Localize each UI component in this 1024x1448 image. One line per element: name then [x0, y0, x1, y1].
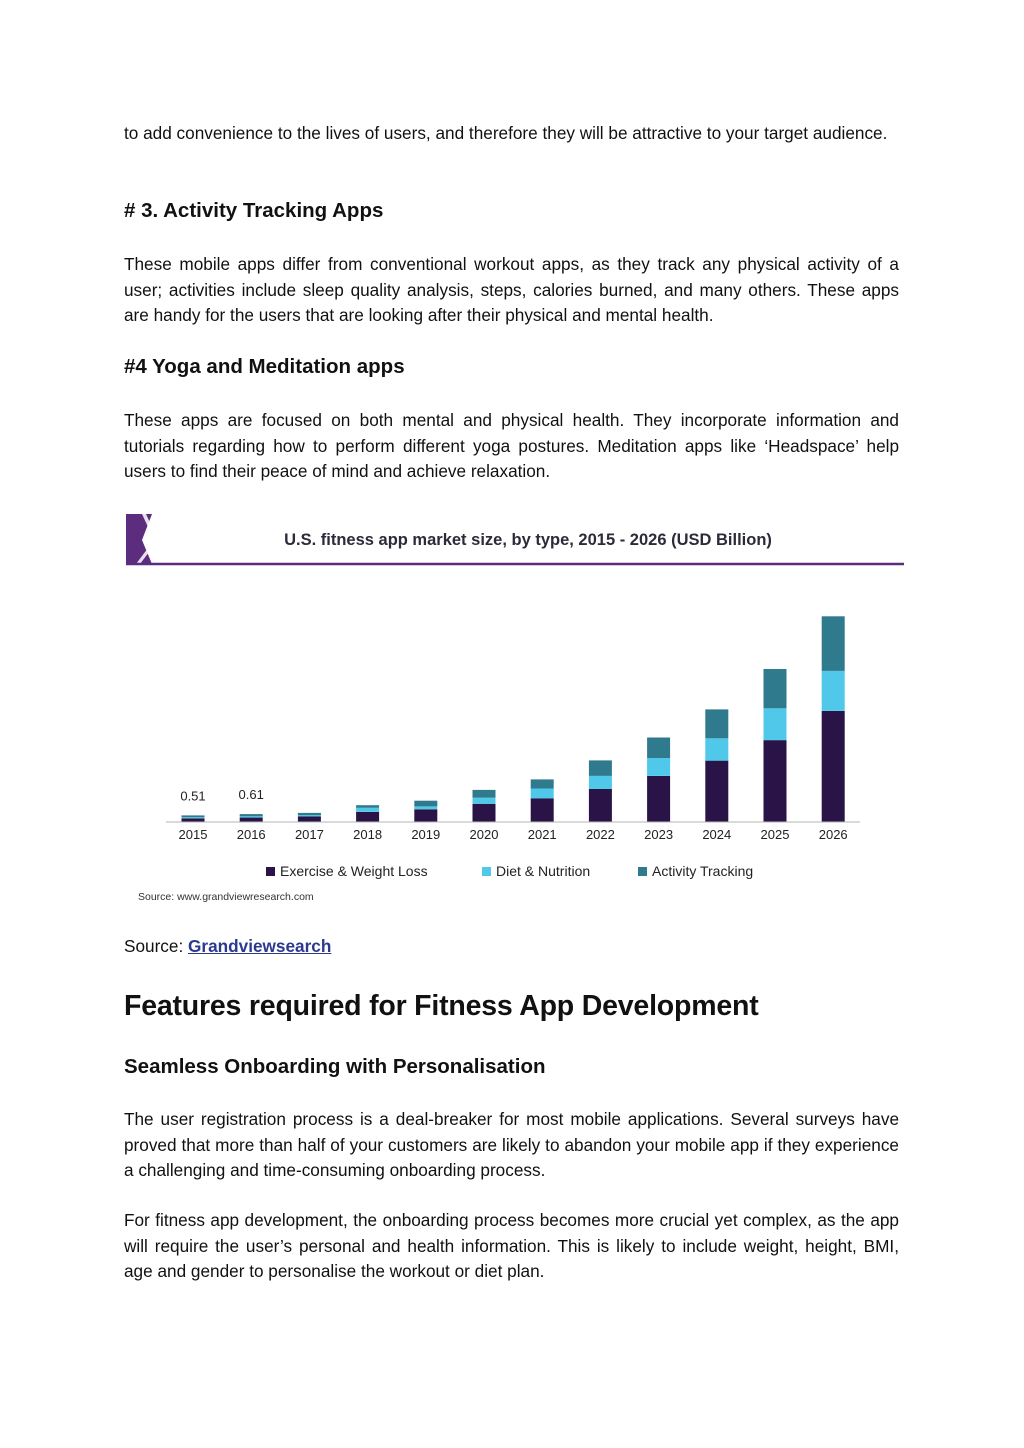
yoga-meditation-paragraph: These apps are focused on both mental and physical health. They incorporate information and tutorials regarding how to perform different yoga postures. Meditation apps like ‘Headspace’ help users to find their peace of mind and achieve relaxation. — [124, 410, 899, 481]
yoga-meditation-heading: #4 Yoga and Meditation apps — [124, 355, 405, 378]
x-tick-2021: 2021 — [527, 827, 557, 842]
legend-swatch-1 — [482, 867, 491, 876]
legend-label-1: Diet & Nutrition — [496, 863, 591, 879]
bar-2020-series-2 — [473, 790, 496, 798]
bar-2015-series-1 — [182, 817, 205, 818]
activity-tracking-heading: # 3. Activity Tracking Apps — [124, 199, 384, 222]
source-prefix: Source: — [124, 936, 189, 956]
bar-2016-series-0 — [240, 818, 263, 822]
bar-2017-series-0 — [298, 817, 321, 823]
bar-2025-series-2 — [764, 669, 787, 708]
data-label-2016: 0.61 — [238, 787, 264, 803]
chart-background — [126, 512, 904, 908]
chart-source-line — [124, 934, 899, 960]
x-tick-2023: 2023 — [644, 827, 674, 842]
legend-label-0: Exercise & Weight Loss — [280, 863, 428, 879]
bar-2018-series-0 — [356, 812, 379, 822]
bar-2025-series-1 — [764, 708, 787, 740]
bar-2015-series-0 — [182, 818, 205, 822]
bar-2020-series-0 — [473, 804, 496, 822]
x-tick-2024: 2024 — [702, 827, 732, 842]
x-tick-2015: 2015 — [178, 827, 208, 842]
bar-2022-series-2 — [589, 760, 612, 776]
bar-2016-series-1 — [240, 816, 263, 817]
bar-2022-series-0 — [589, 789, 612, 822]
onboarding-subheading: Seamless Onboarding with Personalisation — [124, 1055, 546, 1078]
bar-2021-series-0 — [531, 798, 554, 822]
market-size-chart — [126, 512, 904, 908]
bar-2018-series-1 — [356, 808, 379, 812]
bar-2025-series-0 — [764, 740, 787, 822]
bar-2016-series-2 — [240, 814, 263, 816]
bar-2021-series-1 — [531, 789, 554, 799]
bar-2023-series-0 — [647, 776, 670, 822]
features-heading: Features required for Fitness App Development — [124, 990, 759, 1022]
x-tick-2018: 2018 — [353, 827, 383, 842]
x-tick-2019: 2019 — [411, 827, 441, 842]
bar-2023-series-2 — [647, 738, 670, 759]
bar-2019-series-0 — [414, 809, 437, 822]
onboarding-paragraph-1: The user registration process is a deal-breaker for most mobile applications. Several surveys have proved that more than half of your customers are likely to abandon your mobile app if they experience a challenging and time-consuming onboarding process. — [124, 1109, 899, 1180]
chart-source-note: Source: www.grandviewresearch.com — [138, 891, 314, 903]
x-tick-2017: 2017 — [294, 827, 324, 842]
grandviewsearch-link[interactable]: Grandviewsearch — [188, 936, 332, 956]
bar-2024-series-1 — [705, 738, 728, 760]
bar-2020-series-1 — [473, 798, 496, 804]
bar-2015-series-2 — [182, 815, 205, 817]
bar-2022-series-1 — [589, 776, 612, 789]
bar-2026-series-0 — [822, 711, 845, 822]
bar-2026-series-1 — [822, 671, 845, 711]
bar-2019-series-1 — [414, 806, 437, 809]
intro-paragraph: to add convenience to the lives of users, and therefore they will be attractive to your target audience. — [124, 123, 888, 143]
bar-2024-series-2 — [705, 709, 728, 738]
bar-2017-series-2 — [298, 813, 321, 815]
activity-tracking-paragraph: These mobile apps differ from conventional workout apps, as they track any physical activity of a user; activities include sleep quality analysis, steps, calories burned, and many others. These apps are handy for the users that are looking after their physical and mental health. — [124, 254, 899, 325]
chart-legend — [266, 863, 753, 879]
legend-swatch-2 — [638, 867, 647, 876]
x-tick-2022: 2022 — [585, 827, 615, 842]
bar-2024-series-0 — [705, 761, 728, 822]
bar-2018-series-2 — [356, 805, 379, 808]
legend-label-2: Activity Tracking — [652, 863, 754, 879]
x-tick-2020: 2020 — [469, 827, 499, 842]
x-tick-2016: 2016 — [236, 827, 266, 842]
bar-2021-series-2 — [531, 779, 554, 788]
legend-swatch-0 — [266, 867, 275, 876]
x-tick-2026: 2026 — [818, 827, 848, 842]
bar-2023-series-1 — [647, 758, 670, 776]
bar-2017-series-1 — [298, 815, 321, 816]
x-tick-2025: 2025 — [760, 827, 790, 842]
bar-2026-series-2 — [822, 616, 845, 671]
onboarding-paragraph-2: For fitness app development, the onboarding process becomes more crucial yet complex, as the app will require the user’s personal and health information. This is likely to include weight, height, BMI, age and gender to personalise the workout or diet plan. — [124, 1210, 899, 1281]
chart-title: U.S. fitness app market size, by type, 2015 - 2026 (USD Billion) — [284, 531, 772, 549]
data-label-2015: 0.51 — [180, 788, 206, 804]
bar-2019-series-2 — [414, 801, 437, 807]
